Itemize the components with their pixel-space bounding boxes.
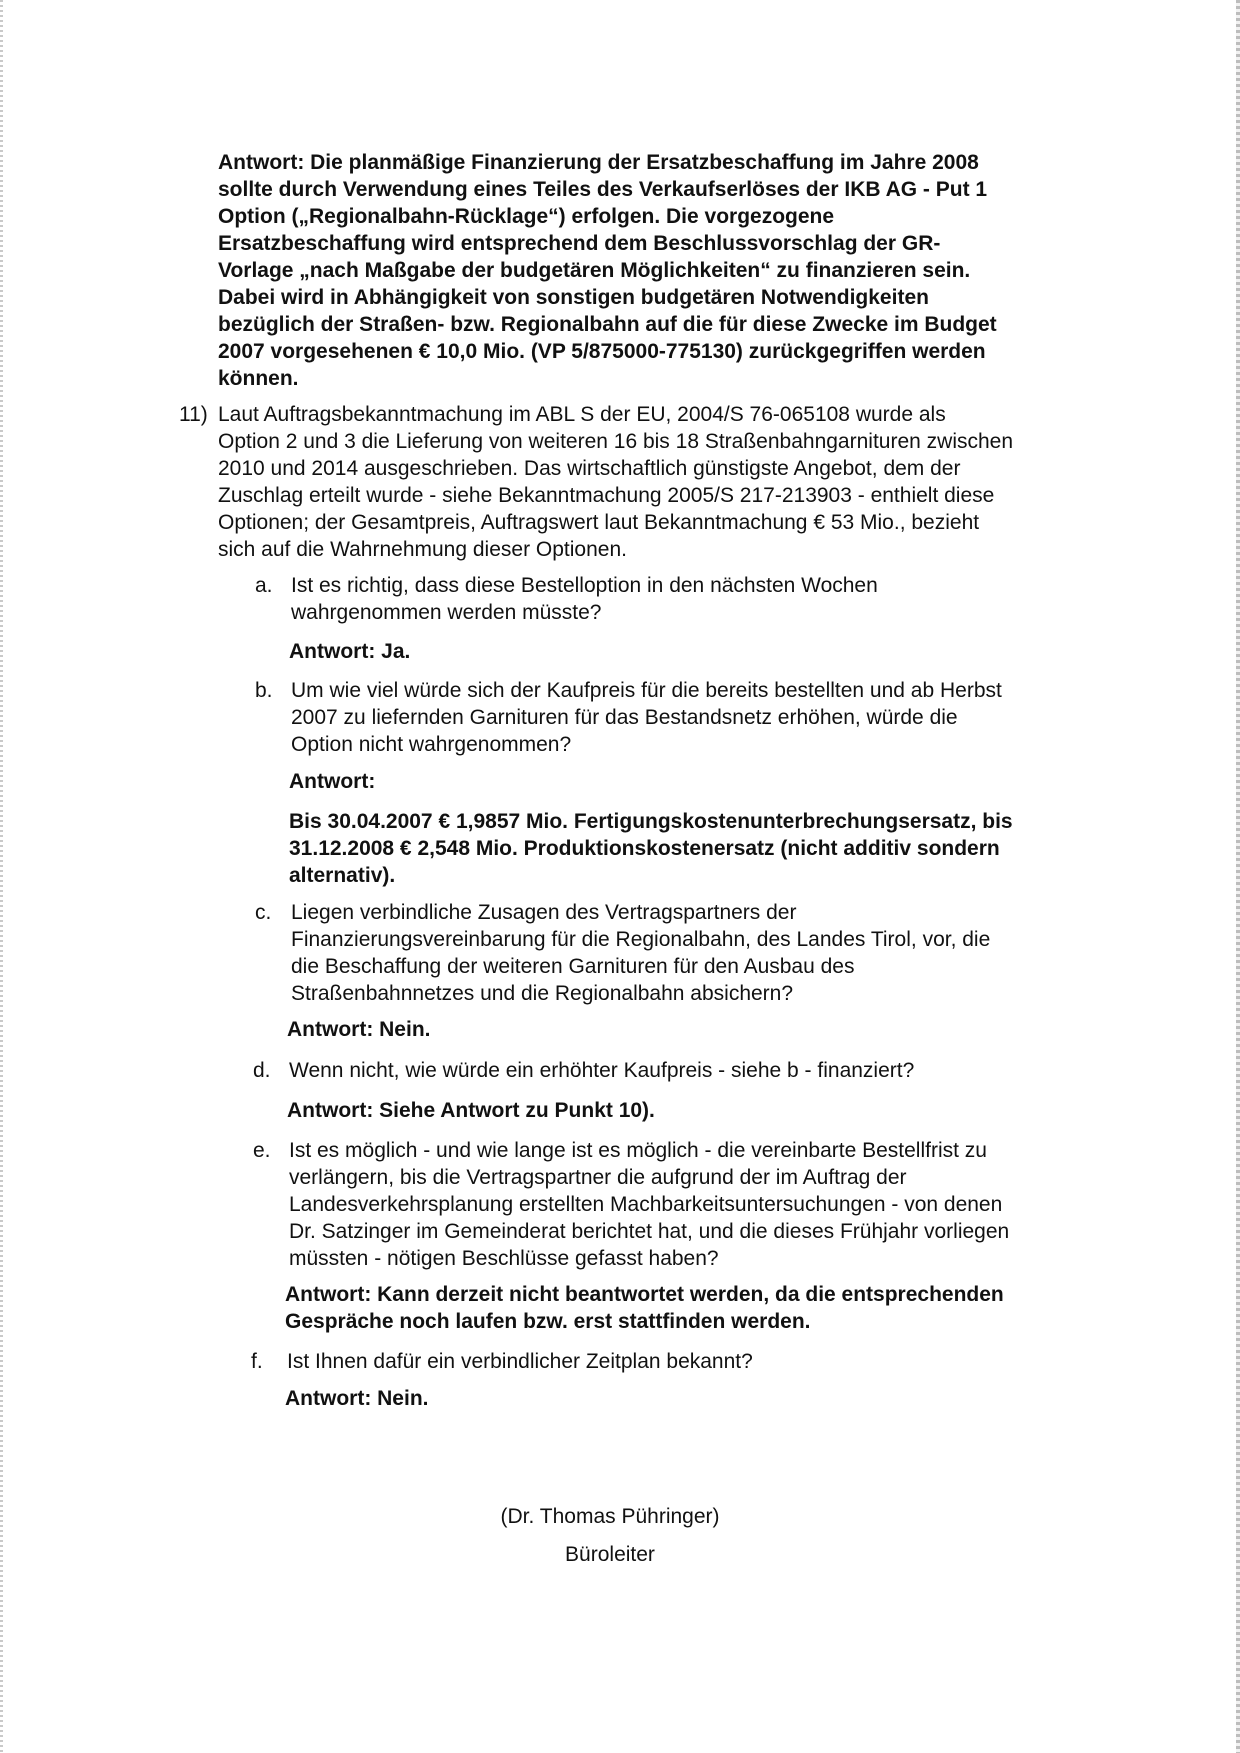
subquestion-d-text: Wenn nicht, wie würde ein erhöhter Kaufpreis - siehe b - finanziert? bbox=[289, 1059, 915, 1082]
subquestion-a-answer: Antwort: Ja. bbox=[289, 640, 411, 663]
signature-name: (Dr. Thomas Pühringer) bbox=[500, 1505, 720, 1528]
subquestion-d-label: d. bbox=[253, 1059, 271, 1082]
subquestion-d-answer: Antwort: Siehe Antwort zu Punkt 10). bbox=[287, 1099, 655, 1122]
subquestion-e-answer: Antwort: Kann derzeit nicht beantwortet werden, da die entsprechenden Gespräche noch laufen bzw. erst stattfinden werden. bbox=[285, 1283, 1004, 1333]
subquestion-b-label: b. bbox=[255, 679, 273, 702]
signature-title: Büroleiter bbox=[565, 1543, 655, 1566]
subquestion-c-label: c. bbox=[255, 901, 272, 924]
subquestion-a-text: Ist es richtig, dass diese Bestelloption in den nächsten Wochen wahrgenommen werden müsste? bbox=[291, 574, 878, 624]
question-number: 11) bbox=[179, 403, 208, 426]
intro-answer: Antwort: Die planmäßige Finanzierung der Ersatzbeschaffung im Jahre 2008 sollte durch Verwendung eines Teiles des Verkaufserlöses der IKB AG - Put 1 Option („Regionalbahn-Rücklage“) erfolgen. Die vorgezogene Ersatzbeschaffung wird entsprechend dem Beschlussvorschlag der GR- Vorlage „nach Maßgabe der budgetären Möglichkeiten“ zu finanzieren sein. Dabei wird in Abhängigkeit von sonstigen budgetären Notwendigkeiten bezüglich der Straßen- bzw. Regionalbahn auf die für diese Zwecke im Budget 2007 vorgesehenen € 10,0 Mio. (VP 5/875000-775130) zurückgegriffen werden können. bbox=[218, 151, 997, 390]
subquestion-f-answer: Antwort: Nein. bbox=[285, 1387, 429, 1410]
subquestion-a-label: a. bbox=[255, 574, 273, 597]
subquestion-b-answer: Bis 30.04.2007 € 1,9857 Mio. Fertigungskostenunterbrechungsersatz, bis 31.12.2008 € 2,548 Mio. Produktionskostenersatz (nicht additiv sondern alternativ). bbox=[289, 810, 1013, 887]
subquestion-f-label: f. bbox=[251, 1350, 263, 1373]
subquestion-e-text: Ist es möglich - und wie lange ist es möglich - die vereinbarte Bestellfrist zu verlängern, bis die Vertragspartner die aufgrund der im Auftrag der Landesverkehrsplanung erstellten Machbarkeitsuntersuchungen - von denen Dr. Satzinger im Gemeinderat berichtet hat, und die dieses Frühjahr vorliegen müssten - nötigen Beschlüsse gefasst haben? bbox=[289, 1139, 1010, 1270]
subquestion-e-label: e. bbox=[253, 1139, 271, 1162]
subquestion-b-answer-heading: Antwort: bbox=[289, 770, 376, 793]
subquestion-f-text: Ist Ihnen dafür ein verbindlicher Zeitplan bekannt? bbox=[287, 1350, 753, 1373]
subquestion-b-text: Um wie viel würde sich der Kaufpreis für die bereits bestellten und ab Herbst 2007 zu liefernden Garnituren für das Bestandsnetz erhöhen, würde die Option nicht wahrgenommen? bbox=[291, 679, 1002, 756]
question-text: Laut Auftragsbekanntmachung im ABL S der EU, 2004/S 76-065108 wurde als Option 2 und 3 die Lieferung von weiteren 16 bis 18 Straßenbahngarnituren zwischen 2010 und 2014 ausgeschrieben. Das wirtschaftlich günstigste Angebot, dem der Zuschlag erteilt wurde - siehe Bekanntmachung 2005/S 217-213903 - enthielt diese Optionen; der Gesamtpreis, Auftragswert laut Bekanntmachung € 53 Mio., bezieht sich auf die Wahrnehmung dieser Optionen. bbox=[218, 403, 1014, 561]
subquestion-c-text: Liegen verbindliche Zusagen des Vertragspartners der Finanzierungsvereinbarung für die Regionalbahn, des Landes Tirol, vor, die die Beschaffung der weiteren Garnituren für den Ausbau des Straßenbahnnetzes und die Regionalbahn absichern? bbox=[291, 901, 991, 1005]
subquestion-c-answer: Antwort: Nein. bbox=[287, 1018, 431, 1041]
